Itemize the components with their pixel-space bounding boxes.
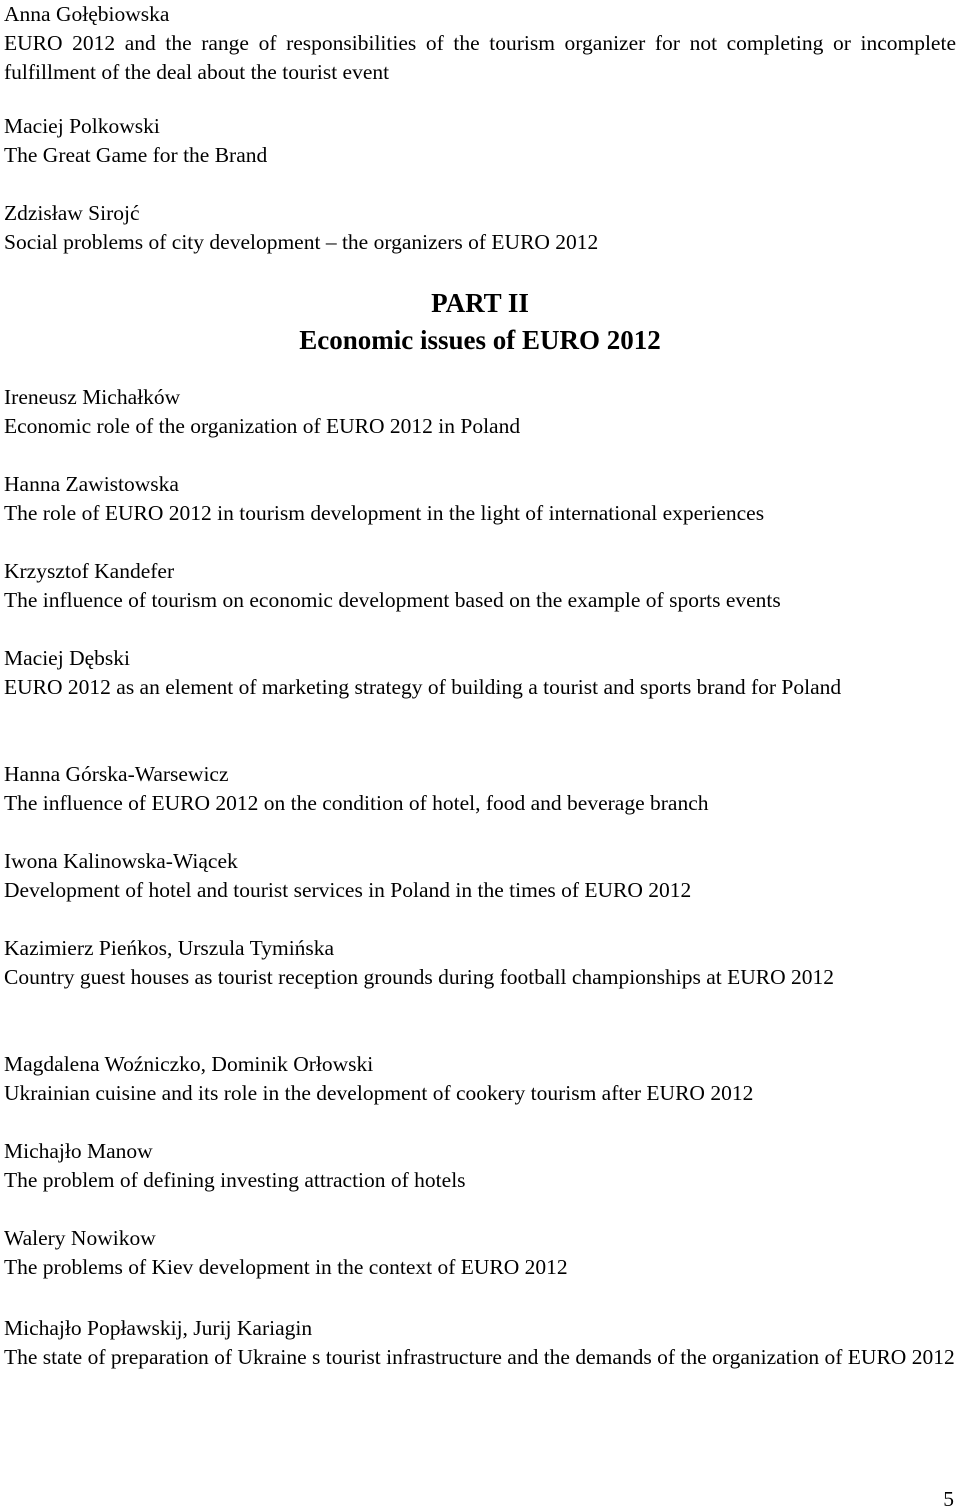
- part-title: Economic issues of EURO 2012: [299, 325, 661, 355]
- toc-entry: [4, 199, 956, 257]
- entry-title: EURO 2012 as an element of marketing strategy of building a tourist and sports brand for Poland: [4, 675, 842, 699]
- entry-title: The problem of defining investing attraction of hotels: [4, 1168, 466, 1192]
- entry-author: Hanna Górska-Warsewicz: [4, 762, 229, 786]
- entry-title: The influence of tourism on economic development based on the example of sports events: [4, 588, 781, 612]
- toc-entry: [4, 112, 956, 170]
- toc-entry: [4, 470, 956, 528]
- entry-title: Development of hotel and tourist services in Poland in the times of EURO 2012: [4, 878, 692, 902]
- entry-title: The problems of Kiev development in the context of EURO 2012: [4, 1255, 568, 1279]
- entry-title: EURO 2012 and the range of responsibilities of the tourism organizer for not completing or incomplete fulfillment of the deal about the tourist event: [4, 31, 956, 84]
- entry-author: Magdalena Woźniczko, Dominik Orłowski: [4, 1052, 374, 1076]
- entry-author: Ireneusz Michałków: [4, 385, 181, 409]
- part-heading: [4, 285, 956, 359]
- toc-entry: [4, 1314, 956, 1372]
- entry-title: The Great Game for the Brand: [4, 143, 268, 167]
- toc-entry: [4, 0, 956, 87]
- entry-title: The state of preparation of Ukraine s tourist infrastructure and the demands of the organization of EURO 2012: [4, 1345, 955, 1369]
- entry-author: Hanna Zawistowska: [4, 472, 179, 496]
- toc-entry: [4, 644, 956, 702]
- entry-title: The role of EURO 2012 in tourism development in the light of international experiences: [4, 501, 765, 525]
- entry-author: Michajło Popławskij, Jurij Kariagin: [4, 1316, 313, 1340]
- toc-entry: [4, 760, 956, 818]
- entry-author: Anna Gołębiowska: [4, 2, 170, 26]
- entry-title: Country guest houses as tourist reception grounds during football championships at EURO 2012: [4, 965, 835, 989]
- toc-entry: [4, 557, 956, 615]
- part-label: PART II: [431, 288, 529, 318]
- entry-author: Maciej Dębski: [4, 646, 130, 670]
- entry-author: Michajło Manow: [4, 1139, 153, 1163]
- entry-author: Kazimierz Pieńkos, Urszula Tymińska: [4, 936, 335, 960]
- toc-entry: [4, 1224, 956, 1282]
- toc-entry: [4, 1050, 956, 1108]
- entry-title: The influence of EURO 2012 on the condition of hotel, food and beverage branch: [4, 791, 709, 815]
- entry-author: Zdzisław Sirojć: [4, 201, 140, 225]
- toc-entry: [4, 1137, 956, 1195]
- entry-author: Walery Nowikow: [4, 1226, 156, 1250]
- entry-author: Maciej Polkowski: [4, 114, 160, 138]
- toc-entry: [4, 847, 956, 905]
- entry-title: Social problems of city development – the organizers of EURO 2012: [4, 230, 599, 254]
- toc-entry: [4, 383, 956, 441]
- entry-title: Economic role of the organization of EURO 2012 in Poland: [4, 414, 521, 438]
- entry-author: Krzysztof Kandefer: [4, 559, 175, 583]
- entry-author: Iwona Kalinowska-Wiącek: [4, 849, 238, 873]
- entry-title: Ukrainian cuisine and its role in the development of cookery tourism after EURO 2012: [4, 1081, 754, 1105]
- toc-entry: [4, 934, 956, 992]
- page-number: 5: [943, 1487, 954, 1511]
